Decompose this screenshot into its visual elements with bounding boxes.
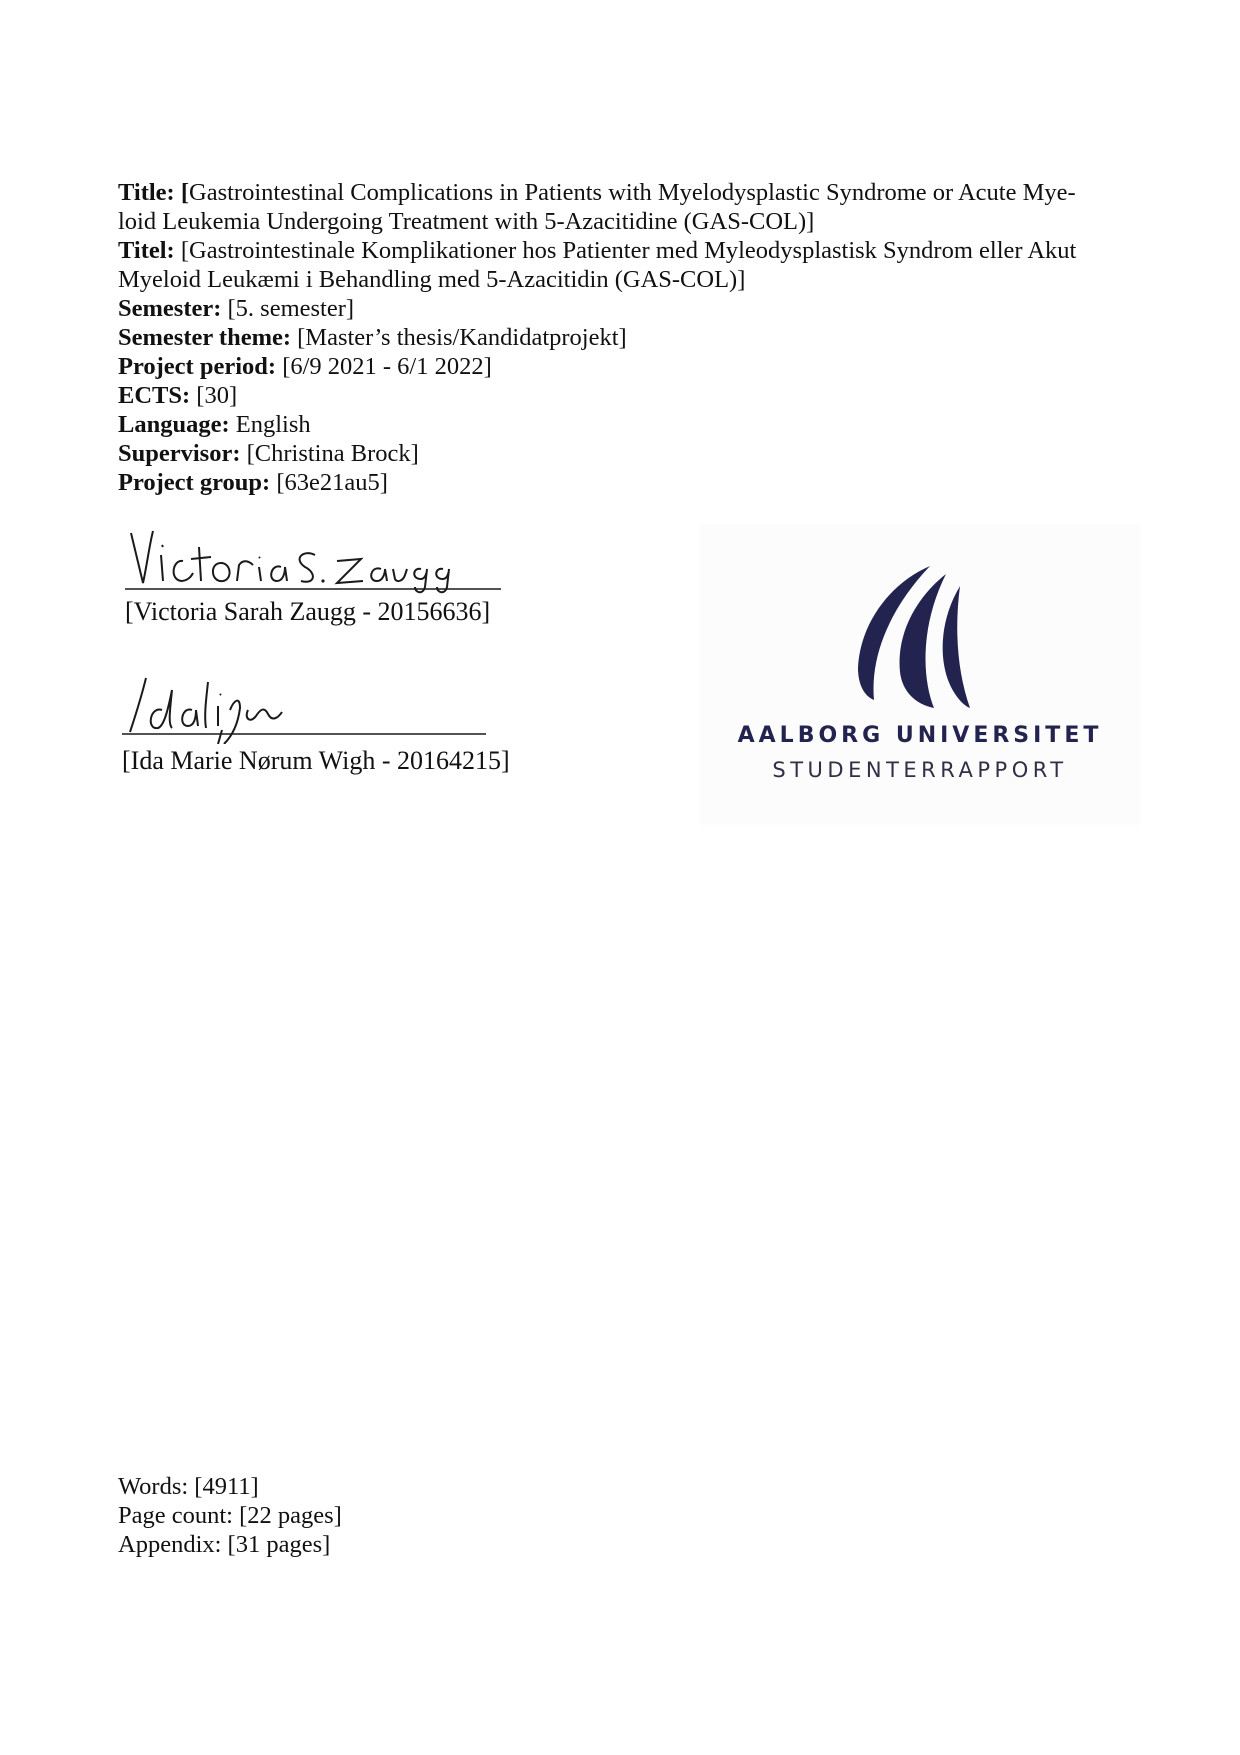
project-group-label: Project group: [118,469,271,496]
signatory-name: [Ida Marie Nørum Wigh - 20164215] [122,746,510,775]
handwritten-signature-ida [122,670,492,744]
titel-value: [Gastrointestinale Komplikationer hos Patienter med Myleodysplastisk Syndrom eller Akut [180,237,1077,264]
title-label: Title: [118,179,175,206]
project-period-label: Project period: [118,353,277,380]
signatory-name: [Victoria Sarah Zaugg - 20156636] [125,597,491,626]
title-line [118,178,1128,207]
titel-line [118,236,1128,265]
supervisor-value: [Christina Brock] [246,440,419,467]
appendix-count: Appendix: [31 pages] [118,1531,331,1558]
project-period-value: [6/9 2021 - 6/1 2022] [282,353,492,380]
semester-value: [5. semester] [227,295,355,322]
title-value: Gastrointestinal Complications in Patients with Myelodysplastic Syndrome or Acute Mye- [189,179,1076,206]
title-value-continued: loid Leukemia Undergoing Treatment with 5-Azacitidine (GAS-COL)] [118,208,815,235]
word-count: Words: [4911] [118,1473,259,1500]
signature-block-victoria [125,525,505,627]
language-line [118,410,1128,439]
university-wave-icon [830,560,970,710]
titel-value-continued: Myeloid Leukæmi i Behandling med 5-Azacitidin (GAS-COL)] [118,266,746,293]
project-group-line [118,468,1128,497]
ects-line [118,381,1128,410]
title-bracket: [ [180,179,190,206]
semester-theme-label: Semester theme: [118,324,292,351]
logo-subtitle: STUDENTERRAPPORT [772,758,1068,782]
semester-label: Semester: [118,295,222,322]
signature-block-ida [122,670,510,776]
ects-value: [30] [196,382,238,409]
semester-line [118,294,1128,323]
supervisor-label: Supervisor: [118,440,241,467]
aalborg-university-logo [700,525,1140,825]
supervisor-line [118,439,1128,468]
ects-label: ECTS: [118,382,191,409]
language-label: Language: [118,411,230,438]
project-metadata [118,178,1128,497]
titel-label: Titel: [118,237,175,264]
language-value: English [235,411,311,438]
logo-university-name: AALBORG UNIVERSITET [737,723,1103,748]
semester-theme-value: [Master’s thesis/Kandidatprojekt] [297,324,627,351]
project-group-value: [63e21au5] [276,469,388,496]
handwritten-signature-victoria [125,525,505,595]
report-statistics [118,1472,342,1559]
semester-theme-line [118,323,1128,352]
project-period-line [118,352,1128,381]
page-count: Page count: [22 pages] [118,1502,342,1529]
